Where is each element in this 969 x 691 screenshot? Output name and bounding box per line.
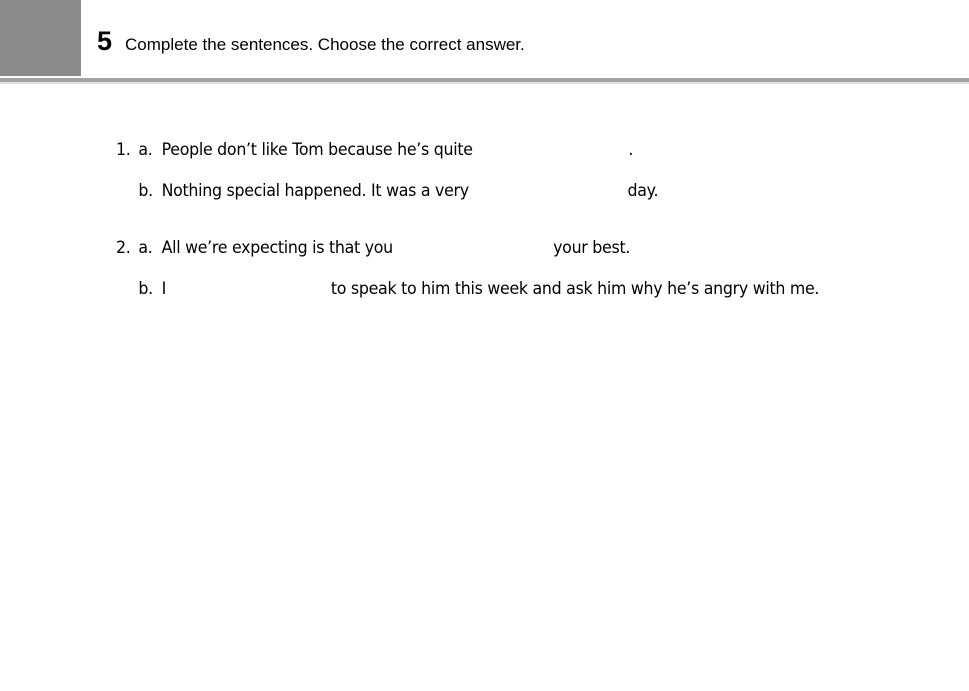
header-divider-shadow — [0, 82, 969, 84]
item-number: 1. — [116, 140, 131, 160]
sentence-text-before: All we’re expecting is that you — [161, 238, 393, 258]
sentence-letter: b. — [138, 181, 153, 201]
answer-gap-1b[interactable] — [462, 181, 611, 201]
sentence-letter: a. — [138, 140, 153, 160]
answer-gap-1a[interactable] — [462, 140, 611, 160]
item-number: 2. — [116, 238, 131, 258]
sentence-text-after: your best. — [553, 238, 631, 258]
exercise-header — [97, 26, 525, 56]
answer-gap-2a[interactable] — [388, 238, 537, 258]
exercise-number: 5 — [97, 26, 113, 56]
sentence-text-before: People don’t like Tom because he’s quite — [161, 140, 473, 160]
header-gray-block — [0, 0, 81, 76]
sentence-text-after: day. — [627, 181, 659, 201]
sentence-text-before: I — [161, 279, 166, 299]
sentence-letter: b. — [138, 279, 153, 299]
sentence-text-after: . — [628, 140, 634, 160]
sentence-letter: a. — [138, 238, 153, 258]
sentence-text-before: Nothing special happened. It was a very — [161, 181, 469, 201]
sentence-text-after: to speak to him this week and ask him why he’s angry with me. — [330, 279, 820, 299]
answer-gap-2b[interactable] — [172, 279, 321, 299]
exercise-instruction: Complete the sentences. Choose the correct answer. — [125, 35, 525, 54]
